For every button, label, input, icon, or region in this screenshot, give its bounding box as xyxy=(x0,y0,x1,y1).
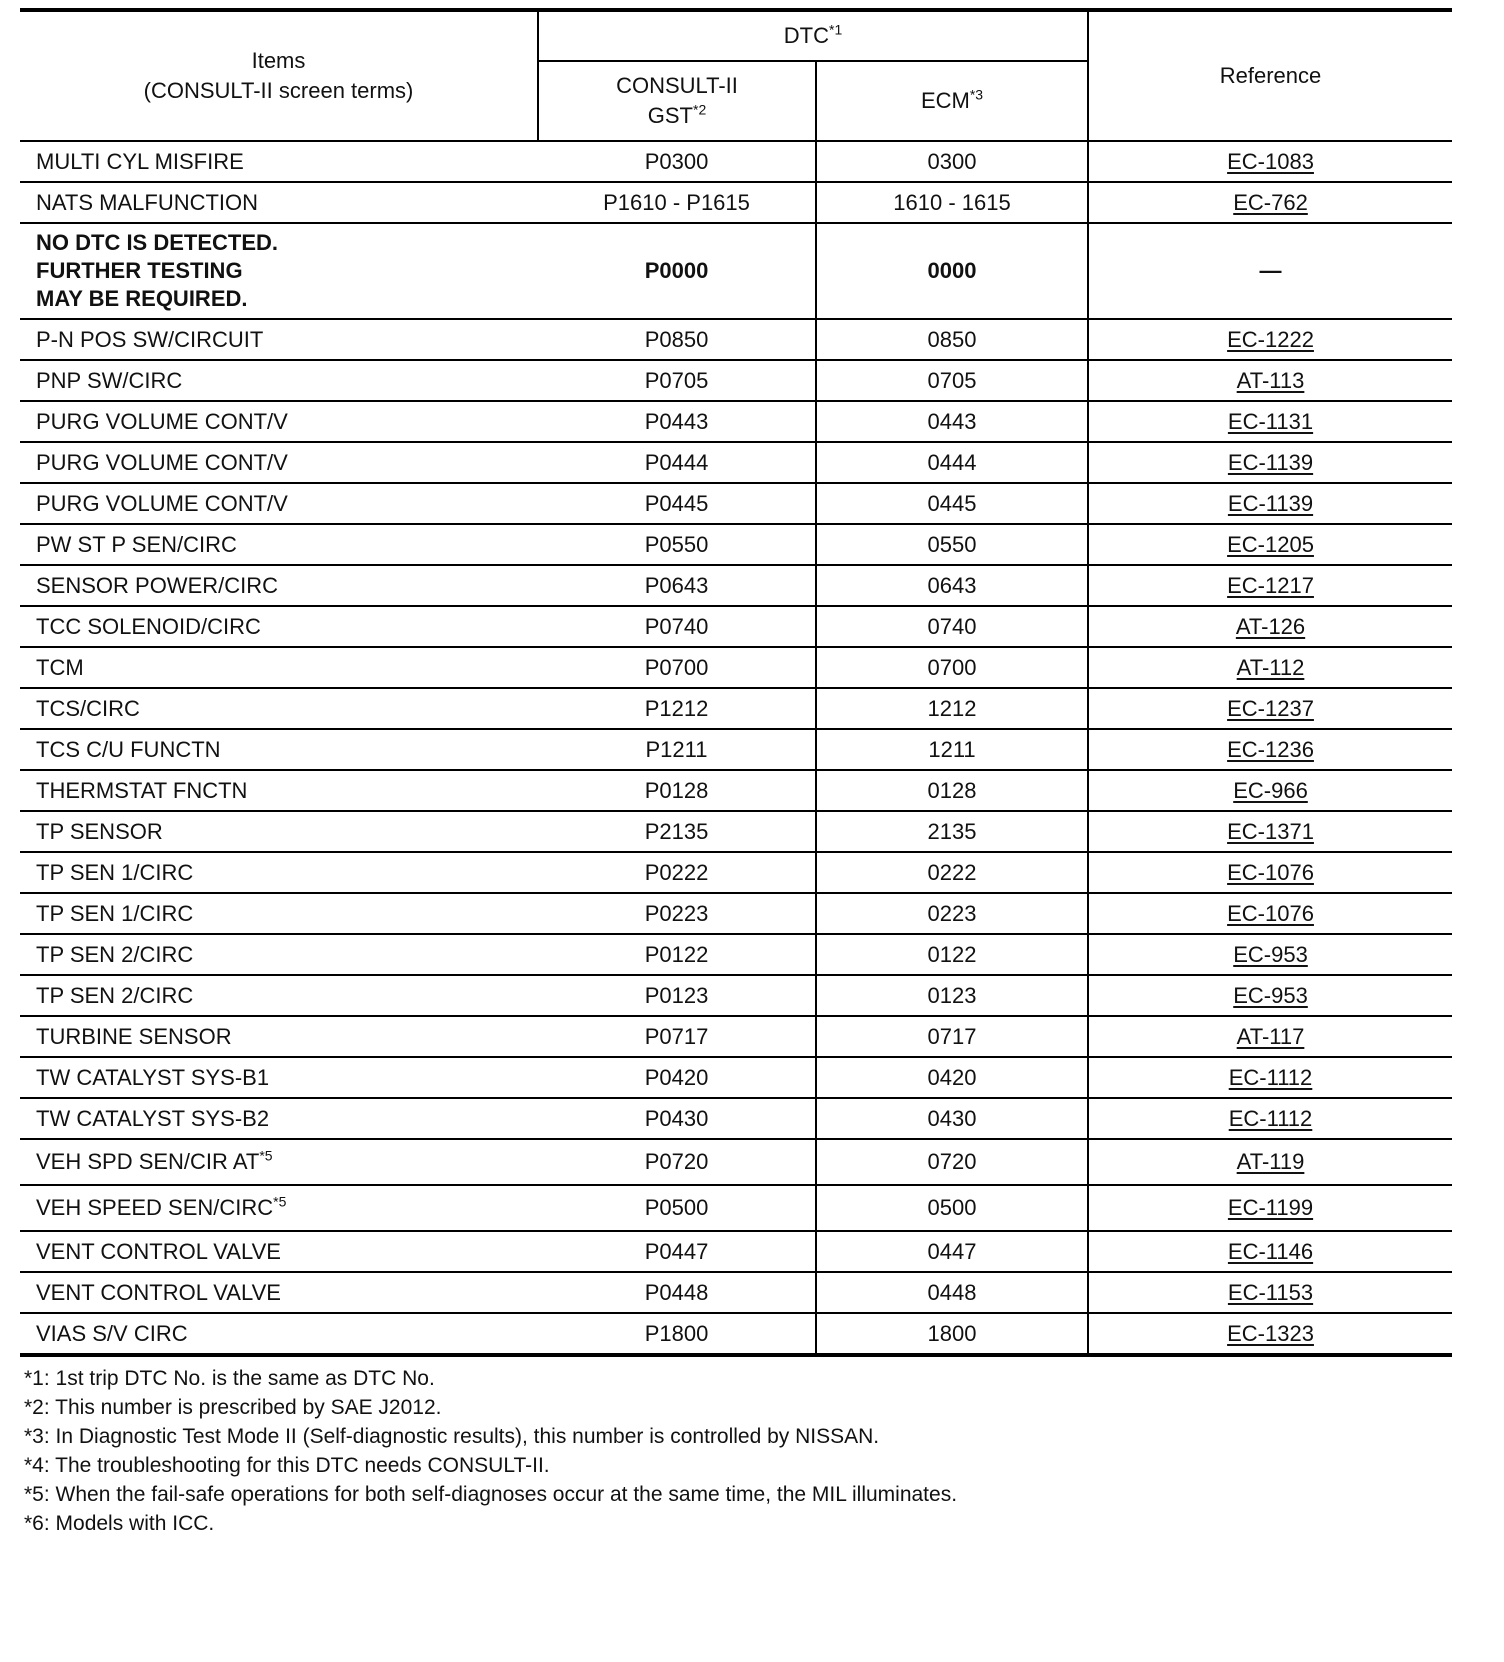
ecm-code-cell: 0300 xyxy=(816,141,1088,182)
ecm-code-cell: 0720 xyxy=(816,1139,1088,1185)
reference-cell xyxy=(1088,770,1452,811)
consult-code-cell: P0447 xyxy=(538,1231,816,1272)
consult-code-cell: P0740 xyxy=(538,606,816,647)
reference-link[interactable]: EC-953 xyxy=(1233,941,1308,967)
item-cell: TP SEN 2/CIRC xyxy=(20,934,538,975)
consult-header-gst: GST xyxy=(647,103,693,128)
table-header xyxy=(20,10,1452,141)
consult-code-cell: P0300 xyxy=(538,141,816,182)
table-row xyxy=(20,688,1452,729)
ecm-code-cell: 0420 xyxy=(816,1057,1088,1098)
ecm-code-cell: 0717 xyxy=(816,1016,1088,1057)
table-row xyxy=(20,565,1452,606)
reference-link[interactable]: EC-1146 xyxy=(1227,1238,1314,1264)
item-line: MAY BE REQUIRED. xyxy=(36,286,248,311)
ecm-code-cell: 0643 xyxy=(816,565,1088,606)
item-cell: PW ST P SEN/CIRC xyxy=(20,524,538,565)
table-row xyxy=(20,852,1452,893)
reference-cell xyxy=(1088,688,1452,729)
reference-link[interactable]: AT-113 xyxy=(1236,367,1305,393)
table-row xyxy=(20,647,1452,688)
reference-link[interactable]: EC-1217 xyxy=(1227,572,1314,598)
reference-link[interactable]: EC-1076 xyxy=(1227,859,1314,885)
reference-link[interactable]: EC-1112 xyxy=(1228,1064,1313,1090)
item-footnote-mark: *5 xyxy=(259,1147,273,1164)
ecm-code-cell: 0000 xyxy=(816,223,1088,319)
reference-link[interactable]: EC-1139 xyxy=(1227,490,1314,516)
item-cell: VIAS S/V CIRC xyxy=(20,1313,538,1355)
reference-link[interactable]: EC-1083 xyxy=(1227,148,1314,174)
table-row xyxy=(20,223,1452,319)
item-cell: PURG VOLUME CONT/V xyxy=(20,401,538,442)
consult-header-line2 xyxy=(539,101,815,131)
item-line: NO DTC IS DETECTED. xyxy=(36,230,279,255)
ecm-code-cell: 0850 xyxy=(816,319,1088,360)
ecm-code-cell: 0705 xyxy=(816,360,1088,401)
reference-cell xyxy=(1088,1313,1452,1355)
item-cell: VENT CONTROL VALVE xyxy=(20,1231,538,1272)
dtc-header-mark: *1 xyxy=(829,21,843,38)
reference-cell xyxy=(1088,1272,1452,1313)
items-column-header xyxy=(20,10,538,141)
consult-header-mark: *2 xyxy=(693,101,707,118)
ecm-code-cell: 0550 xyxy=(816,524,1088,565)
table-row xyxy=(20,1016,1452,1057)
consult-code-cell: P0430 xyxy=(538,1098,816,1139)
table-body xyxy=(20,141,1452,1355)
consult-code-cell: P0700 xyxy=(538,647,816,688)
reference-cell xyxy=(1088,483,1452,524)
reference-cell xyxy=(1088,811,1452,852)
ecm-code-cell: 0122 xyxy=(816,934,1088,975)
ecm-code-cell: 0700 xyxy=(816,647,1088,688)
item-cell: THERMSTAT FNCTN xyxy=(20,770,538,811)
item-cell: TCM xyxy=(20,647,538,688)
consult-code-cell: P0223 xyxy=(538,893,816,934)
reference-cell xyxy=(1088,1139,1452,1185)
ecm-code-cell: 0223 xyxy=(816,893,1088,934)
items-header-line1: Items xyxy=(251,48,306,73)
consult-code-cell: P0445 xyxy=(538,483,816,524)
ecm-column-header xyxy=(816,61,1088,141)
reference-cell xyxy=(1088,934,1452,975)
table-row xyxy=(20,975,1452,1016)
table-row xyxy=(20,606,1452,647)
ecm-code-cell: 2135 xyxy=(816,811,1088,852)
item-cell xyxy=(20,1185,538,1231)
reference-cell xyxy=(1088,565,1452,606)
reference-link[interactable]: EC-1153 xyxy=(1227,1279,1314,1305)
consult-code-cell: P0448 xyxy=(538,1272,816,1313)
footnote: *3: In Diagnostic Test Mode II (Self-diagnostic results), this number is controlled by NISSAN. xyxy=(24,1425,880,1448)
consult-code-cell: P0222 xyxy=(538,852,816,893)
reference-link[interactable]: EC-966 xyxy=(1233,777,1308,803)
reference-link[interactable]: EC-1371 xyxy=(1227,818,1314,844)
item-cell: TW CATALYST SYS-B1 xyxy=(20,1057,538,1098)
reference-cell xyxy=(1088,729,1452,770)
reference-cell xyxy=(1088,141,1452,182)
reference-column-header: Reference xyxy=(1088,10,1452,141)
reference-link[interactable]: EC-1076 xyxy=(1227,900,1314,926)
ecm-code-cell: 0448 xyxy=(816,1272,1088,1313)
reference-cell xyxy=(1088,524,1452,565)
consult-column-header xyxy=(538,61,816,141)
item-cell: PNP SW/CIRC xyxy=(20,360,538,401)
ecm-code-cell: 0740 xyxy=(816,606,1088,647)
footnote: *2: This number is prescribed by SAE J2012. xyxy=(24,1396,442,1419)
item-text: VEH SPD SEN/CIR AT xyxy=(36,1149,260,1174)
dtc-column-header xyxy=(538,10,1088,61)
consult-code-cell: P0705 xyxy=(538,360,816,401)
table-row xyxy=(20,524,1452,565)
reference-cell xyxy=(1088,1016,1452,1057)
item-cell: PURG VOLUME CONT/V xyxy=(20,483,538,524)
item-cell: NATS MALFUNCTION xyxy=(20,182,538,223)
item-cell: VENT CONTROL VALVE xyxy=(20,1272,538,1313)
item-cell xyxy=(20,223,538,319)
reference-cell xyxy=(1088,442,1452,483)
ecm-code-cell: 0123 xyxy=(816,975,1088,1016)
table-row xyxy=(20,1231,1452,1272)
table-row xyxy=(20,1139,1452,1185)
consult-code-cell: P0128 xyxy=(538,770,816,811)
footnote: *5: When the fail-safe operations for both self-diagnoses occur at the same time, the MIL illuminates. xyxy=(24,1483,958,1506)
footnote: *1: 1st trip DTC No. is the same as DTC No. xyxy=(24,1367,435,1390)
consult-code-cell: P0420 xyxy=(538,1057,816,1098)
reference-cell xyxy=(1088,182,1452,223)
consult-code-cell: P2135 xyxy=(538,811,816,852)
consult-code-cell: P1610 - P1615 xyxy=(538,182,816,223)
table-row xyxy=(20,893,1452,934)
consult-code-cell: P0000 xyxy=(538,223,816,319)
reference-cell: — xyxy=(1088,223,1452,319)
reference-cell xyxy=(1088,647,1452,688)
reference-cell xyxy=(1088,1185,1452,1231)
reference-link[interactable]: EC-1236 xyxy=(1227,736,1314,762)
item-cell: TCS C/U FUNCTN xyxy=(20,729,538,770)
ecm-code-cell: 1211 xyxy=(816,729,1088,770)
consult-code-cell: P1800 xyxy=(538,1313,816,1355)
ecm-code-cell: 0444 xyxy=(816,442,1088,483)
reference-link[interactable]: EC-762 xyxy=(1233,189,1308,215)
reference-link[interactable]: EC-1112 xyxy=(1228,1105,1313,1131)
reference-link[interactable]: EC-1237 xyxy=(1227,695,1314,721)
item-cell: PURG VOLUME CONT/V xyxy=(20,442,538,483)
reference-link[interactable]: EC-1222 xyxy=(1227,326,1314,352)
table-row xyxy=(20,934,1452,975)
table-row xyxy=(20,1098,1452,1139)
item-cell: TP SEN 1/CIRC xyxy=(20,852,538,893)
reference-link[interactable]: EC-1205 xyxy=(1227,531,1314,557)
ecm-code-cell: 0430 xyxy=(816,1098,1088,1139)
item-cell: TP SEN 1/CIRC xyxy=(20,893,538,934)
item-cell: TW CATALYST SYS-B2 xyxy=(20,1098,538,1139)
reference-link[interactable]: EC-1131 xyxy=(1227,408,1314,434)
table-row xyxy=(20,319,1452,360)
consult-code-cell: P1212 xyxy=(538,688,816,729)
items-header-line2: (CONSULT-II screen terms) xyxy=(143,78,414,103)
table-row xyxy=(20,1185,1452,1231)
table-row xyxy=(20,1313,1452,1355)
item-cell: P-N POS SW/CIRCUIT xyxy=(20,319,538,360)
table-row xyxy=(20,729,1452,770)
item-footnote-mark: *5 xyxy=(273,1193,287,1210)
reference-link[interactable]: AT-119 xyxy=(1236,1149,1305,1174)
reference-link[interactable]: AT-112 xyxy=(1236,654,1305,680)
reference-link[interactable]: EC-953 xyxy=(1233,982,1308,1008)
consult-code-cell: P0122 xyxy=(538,934,816,975)
consult-header-line1: CONSULT-II xyxy=(616,73,738,98)
item-cell: TP SEN 2/CIRC xyxy=(20,975,538,1016)
ecm-code-cell: 0222 xyxy=(816,852,1088,893)
ecm-header-label: ECM xyxy=(920,88,970,113)
item-cell: TP SENSOR xyxy=(20,811,538,852)
reference-cell xyxy=(1088,1231,1452,1272)
reference-cell xyxy=(1088,1057,1452,1098)
ecm-code-cell: 0447 xyxy=(816,1231,1088,1272)
consult-code-cell: P1211 xyxy=(538,729,816,770)
consult-code-cell: P0643 xyxy=(538,565,816,606)
item-cell: TURBINE SENSOR xyxy=(20,1016,538,1057)
reference-link[interactable]: AT-117 xyxy=(1236,1023,1305,1049)
table-row xyxy=(20,770,1452,811)
item-cell: SENSOR POWER/CIRC xyxy=(20,565,538,606)
item-cell: MULTI CYL MISFIRE xyxy=(20,141,538,182)
table-row xyxy=(20,401,1452,442)
item-cell: TCS/CIRC xyxy=(20,688,538,729)
item-text: VEH SPEED SEN/CIRC xyxy=(36,1195,274,1220)
footnote: *4: The troubleshooting for this DTC needs CONSULT-II. xyxy=(24,1454,550,1477)
table-row xyxy=(20,1272,1452,1313)
footnote: *6: Models with ICC. xyxy=(24,1512,215,1535)
reference-cell xyxy=(1088,893,1452,934)
table-row xyxy=(20,360,1452,401)
reference-cell xyxy=(1088,1098,1452,1139)
consult-code-cell: P0720 xyxy=(538,1139,816,1185)
dtc-table xyxy=(20,8,1452,1357)
consult-code-cell: P0444 xyxy=(538,442,816,483)
reference-cell xyxy=(1088,401,1452,442)
table-row xyxy=(20,141,1452,182)
dtc-header-label: DTC xyxy=(783,23,829,48)
consult-code-cell: P0717 xyxy=(538,1016,816,1057)
ecm-code-cell: 0128 xyxy=(816,770,1088,811)
footnotes xyxy=(24,1364,957,1538)
reference-cell xyxy=(1088,319,1452,360)
table-row xyxy=(20,442,1452,483)
ecm-code-cell: 0445 xyxy=(816,483,1088,524)
consult-code-cell: P0500 xyxy=(538,1185,816,1231)
ecm-header-mark: *3 xyxy=(969,86,984,103)
reference-link[interactable]: AT-126 xyxy=(1235,613,1306,639)
reference-cell xyxy=(1088,360,1452,401)
ecm-code-cell: 0500 xyxy=(816,1185,1088,1231)
reference-link[interactable]: EC-1323 xyxy=(1227,1320,1314,1346)
reference-link[interactable]: EC-1139 xyxy=(1227,449,1314,475)
consult-code-cell: P0550 xyxy=(538,524,816,565)
item-line: FURTHER TESTING xyxy=(36,258,243,283)
item-cell: TCC SOLENOID/CIRC xyxy=(20,606,538,647)
consult-code-cell: P0850 xyxy=(538,319,816,360)
table-row xyxy=(20,1057,1452,1098)
ecm-code-cell: 1212 xyxy=(816,688,1088,729)
reference-cell xyxy=(1088,606,1452,647)
ecm-code-cell: 1800 xyxy=(816,1313,1088,1355)
table-row xyxy=(20,182,1452,223)
reference-cell xyxy=(1088,852,1452,893)
ecm-code-cell: 0443 xyxy=(816,401,1088,442)
item-cell xyxy=(20,1139,538,1185)
reference-link[interactable]: EC-1199 xyxy=(1227,1195,1314,1220)
consult-code-cell: P0443 xyxy=(538,401,816,442)
table-row xyxy=(20,811,1452,852)
ecm-code-cell: 1610 - 1615 xyxy=(816,182,1088,223)
consult-code-cell: P0123 xyxy=(538,975,816,1016)
table-row xyxy=(20,483,1452,524)
reference-cell xyxy=(1088,975,1452,1016)
